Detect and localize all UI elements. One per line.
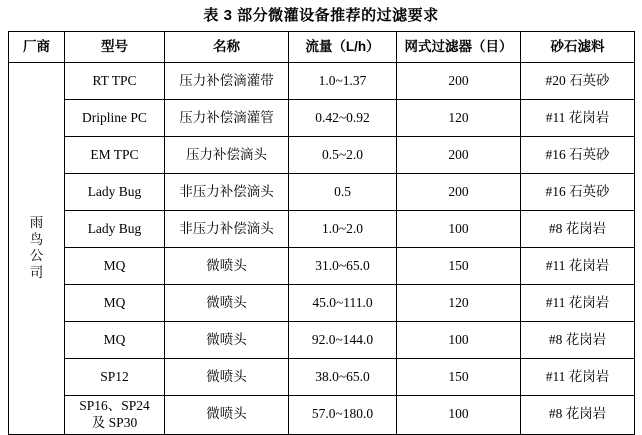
column-header-sand-media: 砂石滤料 [521, 32, 635, 63]
cell-model-line-2: 及 SP30 [91, 414, 138, 430]
cell-name: 微喷头 [165, 396, 289, 435]
cell-media: #11 花岗岩 [521, 248, 635, 285]
cell-flow: 31.0~65.0 [289, 248, 397, 285]
table-row [9, 100, 635, 137]
cell-media: #8 花岗岩 [521, 211, 635, 248]
cell-mesh: 200 [397, 174, 521, 211]
cell-flow: 38.0~65.0 [289, 359, 397, 396]
cell-media: #11 花岗岩 [521, 359, 635, 396]
cell-media: #16 石英砂 [521, 174, 635, 211]
cell-model: SP12 [65, 359, 165, 396]
cell-flow: 0.42~0.92 [289, 100, 397, 137]
cell-model [65, 396, 165, 435]
table-row [9, 396, 635, 435]
cell-name: 压力补偿滴灌带 [165, 63, 289, 100]
cell-flow: 1.0~2.0 [289, 211, 397, 248]
cell-flow: 0.5 [289, 174, 397, 211]
cell-mesh: 150 [397, 248, 521, 285]
cell-name: 微喷头 [165, 248, 289, 285]
cell-mesh: 150 [397, 359, 521, 396]
table-row [9, 137, 635, 174]
vendor-char-3: 公 [29, 248, 44, 264]
cell-media: #8 花岗岩 [521, 322, 635, 359]
cell-model: EM TPC [65, 137, 165, 174]
cell-mesh: 200 [397, 137, 521, 174]
table-header-row [9, 32, 635, 63]
vendor-char-1: 雨 [29, 214, 44, 230]
cell-mesh: 120 [397, 100, 521, 137]
vendor-cell [9, 63, 65, 435]
cell-media: #11 花岗岩 [521, 100, 635, 137]
vendor-char-2: 鸟 [29, 231, 44, 247]
table-caption: 表 3 部分微灌设备推荐的过滤要求 [203, 7, 439, 24]
cell-model-line-1: SP16、SP24 [79, 398, 150, 413]
table-row [9, 285, 635, 322]
cell-flow: 57.0~180.0 [289, 396, 397, 435]
cell-media: #20 石英砂 [521, 63, 635, 100]
cell-model: Lady Bug [65, 211, 165, 248]
table-row [9, 174, 635, 211]
column-header-model: 型号 [65, 32, 165, 63]
cell-mesh: 100 [397, 396, 521, 435]
cell-flow: 45.0~111.0 [289, 285, 397, 322]
cell-model: MQ [65, 248, 165, 285]
cell-model: Dripline PC [65, 100, 165, 137]
column-header-mesh-filter: 网式过滤器（目） [397, 32, 521, 63]
column-header-vendor: 厂商 [9, 32, 65, 63]
table-row [9, 211, 635, 248]
table-row [9, 63, 635, 100]
vendor-name-stack [11, 215, 62, 283]
cell-flow: 92.0~144.0 [289, 322, 397, 359]
cell-name: 非压力补偿滴头 [165, 174, 289, 211]
table-row [9, 359, 635, 396]
cell-media: #16 石英砂 [521, 137, 635, 174]
filtration-requirements-table [8, 31, 635, 435]
vendor-char-4: 司 [29, 265, 44, 281]
cell-model: Lady Bug [65, 174, 165, 211]
cell-name: 压力补偿滴头 [165, 137, 289, 174]
cell-name: 微喷头 [165, 359, 289, 396]
cell-model: MQ [65, 322, 165, 359]
cell-name: 微喷头 [165, 285, 289, 322]
cell-mesh: 120 [397, 285, 521, 322]
column-header-flow: 流量（L/h） [289, 32, 397, 63]
cell-model: MQ [65, 285, 165, 322]
cell-name: 非压力补偿滴头 [165, 211, 289, 248]
cell-name: 微喷头 [165, 322, 289, 359]
cell-name: 压力补偿滴灌管 [165, 100, 289, 137]
cell-flow: 0.5~2.0 [289, 137, 397, 174]
column-header-name: 名称 [165, 32, 289, 63]
table-row [9, 322, 635, 359]
cell-flow: 1.0~1.37 [289, 63, 397, 100]
cell-media: #8 花岗岩 [521, 396, 635, 435]
cell-mesh: 100 [397, 322, 521, 359]
cell-mesh: 100 [397, 211, 521, 248]
table-row [9, 248, 635, 285]
cell-mesh: 200 [397, 63, 521, 100]
cell-media: #11 花岗岩 [521, 285, 635, 322]
cell-model: RT TPC [65, 63, 165, 100]
